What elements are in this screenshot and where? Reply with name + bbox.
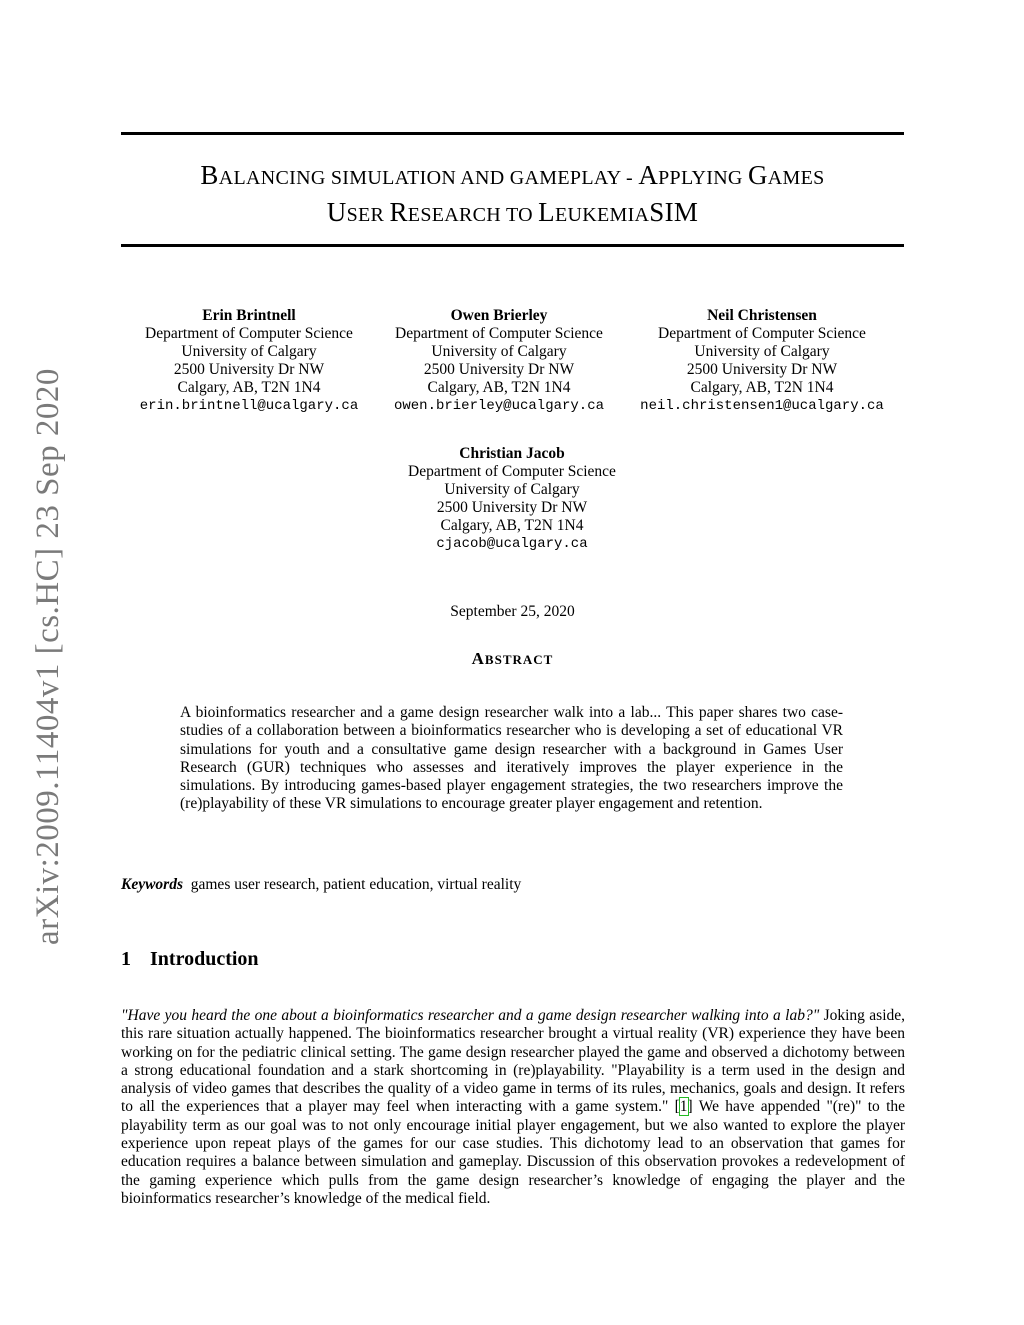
title-word-cap: B bbox=[200, 160, 219, 190]
author-city: Calgary, AB, T2N 1N4 bbox=[690, 379, 834, 396]
author-email[interactable]: erin.brintnell@ucalgary.ca bbox=[139, 398, 359, 414]
section-number: 1 bbox=[121, 948, 131, 970]
author-address: 2500 University Dr NW bbox=[686, 361, 838, 378]
author-block-christensen bbox=[622, 307, 902, 415]
title-word-cap: R bbox=[389, 197, 408, 227]
section-title: Introduction bbox=[150, 948, 259, 970]
intro-text-1: Joking aside, this rare situation actually happened. The bioinformatics researcher brought a virtual reality (VR) experience they have been working on for the pediatric clinical setting. The game design researcher played the game and observed a dichotomy between a strong educational foundation and a stark shortcoming in (re)playability. "Playability is a term used in the design and analysis of video games that describes the quality of a video game in terms of its rules, mechanics, goals and design. It refers to all the experiences that a player may feel when interacting with a game system." [ bbox=[121, 1007, 906, 1116]
arxiv-stamp: arXiv:2009.11404v1 [cs.HC] 23 Sep 2020 bbox=[30, 368, 66, 945]
author-address: 2500 University Dr NW bbox=[423, 361, 575, 378]
author-name: Christian Jacob bbox=[459, 445, 565, 462]
author-email[interactable]: cjacob@ucalgary.ca bbox=[436, 536, 588, 552]
author-department: Department of Computer Science bbox=[658, 325, 866, 342]
paper-date: September 25, 2020 bbox=[450, 603, 575, 620]
title-word-rest: AMES bbox=[767, 167, 825, 189]
title-word-cap: A bbox=[638, 160, 659, 190]
abstract-heading-rest: BSTRACT bbox=[484, 652, 554, 667]
keywords-label: Keywords bbox=[121, 876, 183, 893]
citation-link[interactable]: 1 bbox=[679, 1098, 688, 1116]
author-name: Owen Brierley bbox=[450, 307, 548, 324]
intro-quote: "Have you heard the one about a bioinformatics researcher and a game design researcher walking into a lab?" bbox=[121, 1007, 820, 1024]
paper-title bbox=[121, 158, 904, 232]
title-word-rest: ESEARCH TO bbox=[407, 204, 539, 226]
author-name: Neil Christensen bbox=[707, 307, 817, 324]
author-block-brintnell bbox=[109, 307, 389, 415]
keywords-text: games user research, patient education, virtual reality bbox=[190, 876, 522, 893]
title-word-rest: EUKEMIA bbox=[554, 204, 650, 226]
title-word-rest: ALANCING SIMULATION AND GAMEPLAY - bbox=[218, 167, 639, 189]
author-block-jacob bbox=[372, 445, 652, 553]
abstract-heading-cap: A bbox=[471, 649, 485, 668]
author-department: Department of Computer Science bbox=[395, 325, 603, 342]
author-university: University of Calgary bbox=[181, 343, 317, 360]
abstract-text: A bioinformatics researcher and a game design researcher walk into a lab... This paper shares two case-studies of a collaboration between a bioinformatics researcher who is developing a set of educational VR simulations for youth and a consultative game design researcher with a background in Games User Research (GUR) techniques who assesses and iteratively improves the player experience in the simulations. By introducing games-based player engagement strategies, the two researchers improve the (re)playability of these VR simulations to encourage greater player engagement and retention. bbox=[180, 704, 843, 813]
title-word-cap: SIM bbox=[649, 197, 699, 227]
author-city: Calgary, AB, T2N 1N4 bbox=[427, 379, 571, 396]
author-email[interactable]: neil.christensen1@ucalgary.ca bbox=[640, 398, 884, 414]
title-word-rest: SER bbox=[346, 204, 390, 226]
title-word-cap: U bbox=[326, 197, 347, 227]
title-word-rest: PPLYING bbox=[658, 167, 748, 189]
keywords bbox=[121, 876, 521, 894]
author-department: Department of Computer Science bbox=[145, 325, 353, 342]
author-university: University of Calgary bbox=[431, 343, 567, 360]
author-name: Erin Brintnell bbox=[202, 307, 296, 324]
section-heading-introduction bbox=[121, 948, 259, 971]
author-block-brierley bbox=[359, 307, 639, 415]
title-rule-top bbox=[121, 132, 904, 135]
title-word-cap: G bbox=[747, 160, 768, 190]
abstract-heading bbox=[121, 649, 904, 669]
author-city: Calgary, AB, T2N 1N4 bbox=[177, 379, 321, 396]
author-department: Department of Computer Science bbox=[408, 463, 616, 480]
author-university: University of Calgary bbox=[694, 343, 830, 360]
author-address: 2500 University Dr NW bbox=[436, 499, 588, 516]
intro-text-2: ] We have appended "(re)" to the playability term as our goal was to not only encourage initial player engagement, but we also wanted to explore the player experience upon repeat plays of the games for our case studies. This dichotomy lead to an observation that games for education requires a balance between simulation and gameplay. Discussion of this observation provokes a redevelopment of the gaming experience which pulls from the game design researcher’s knowledge of engaging the player and the bioinformatics researcher’s knowledge of the medical field. bbox=[121, 1098, 906, 1207]
title-rule-bottom bbox=[121, 244, 904, 247]
author-university: University of Calgary bbox=[444, 481, 580, 498]
title-line-2 bbox=[121, 195, 904, 232]
author-address: 2500 University Dr NW bbox=[173, 361, 325, 378]
author-city: Calgary, AB, T2N 1N4 bbox=[440, 517, 584, 534]
author-email[interactable]: owen.brierley@ucalgary.ca bbox=[393, 398, 605, 414]
title-word-cap: L bbox=[538, 197, 555, 227]
introduction-paragraph bbox=[121, 1007, 905, 1208]
title-line-1 bbox=[121, 158, 904, 195]
